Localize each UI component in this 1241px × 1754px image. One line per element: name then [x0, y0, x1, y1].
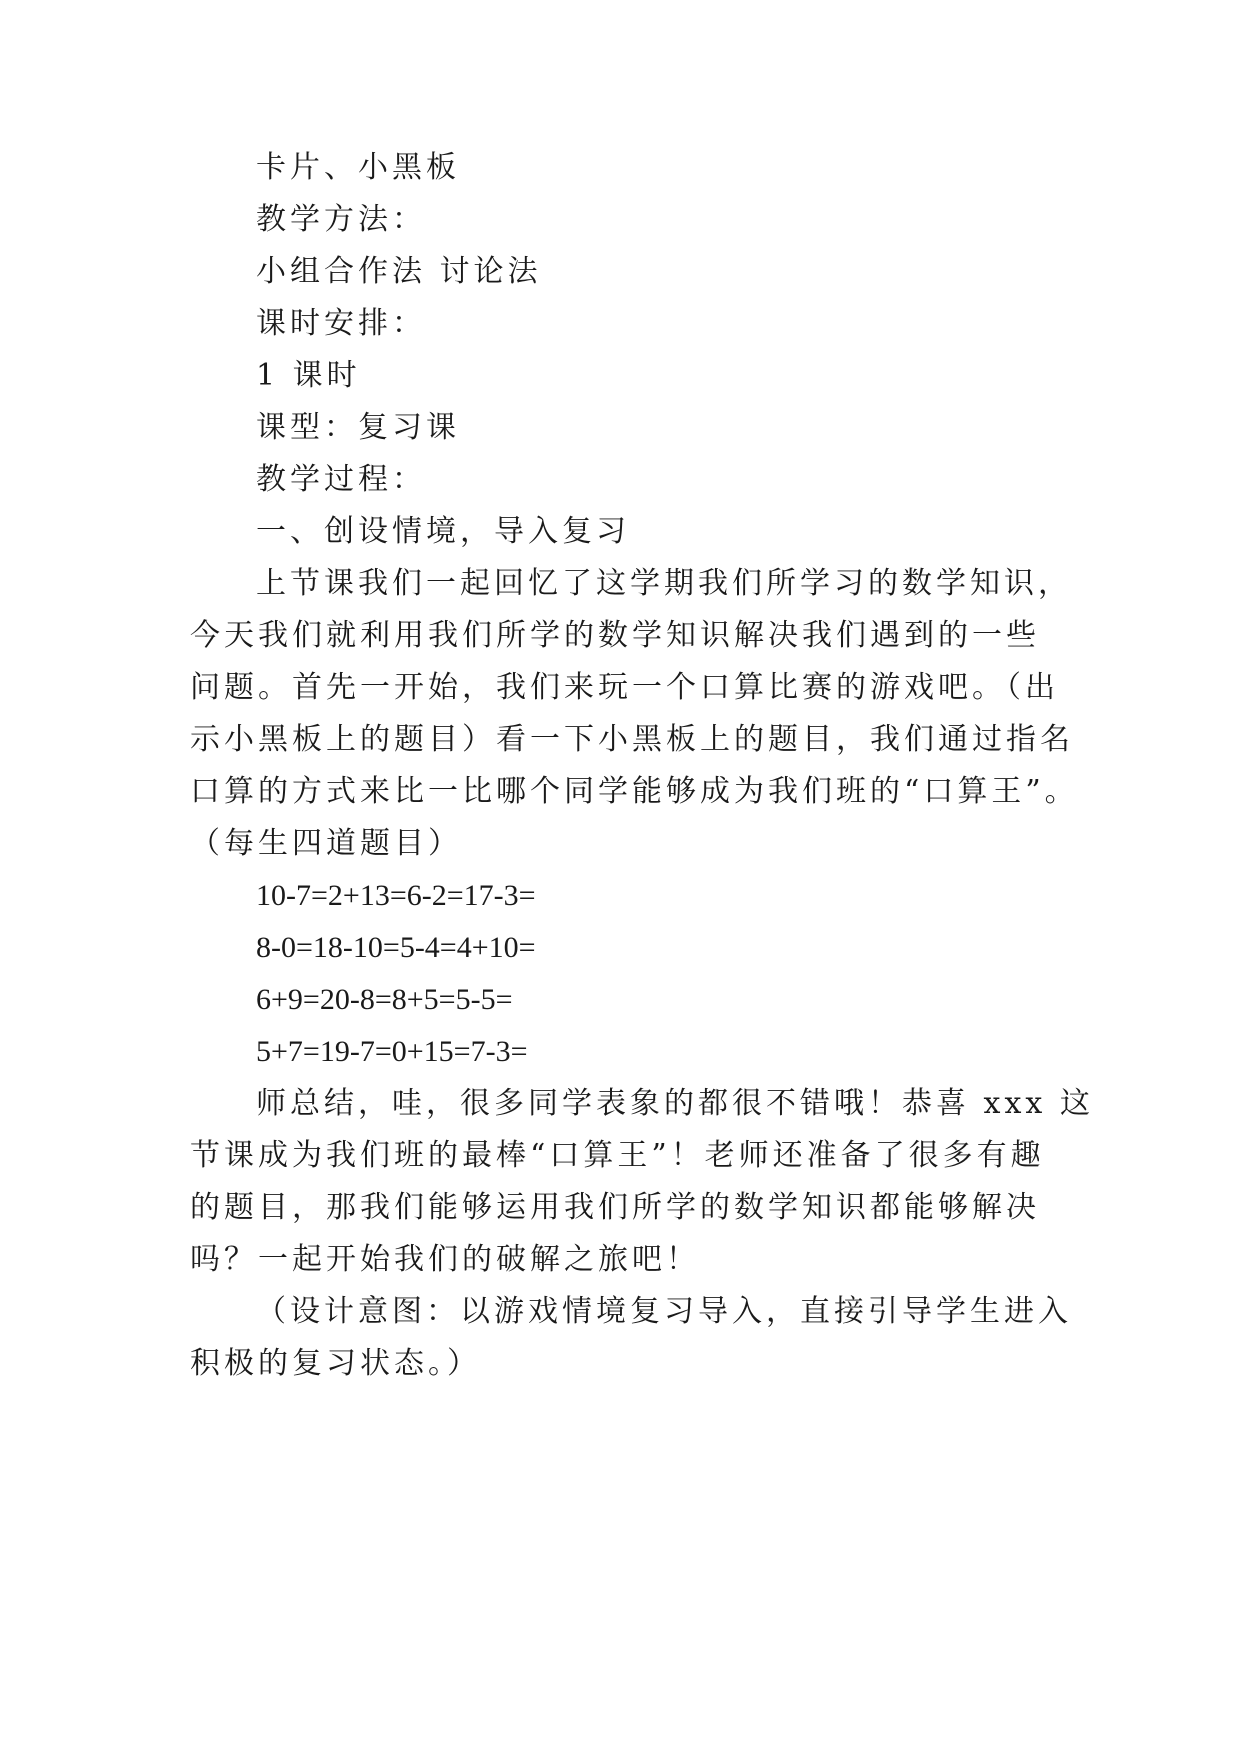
materials-line: 卡片、小黑板 [256, 150, 460, 185]
summary-paragraph-line: 节课成为我们班的最棒“口算王”！老师还准备了很多有趣 [190, 1138, 1045, 1173]
summary-paragraph-line: 的题目，那我们能够运用我们所学的数学知识都能够解决 [190, 1190, 1040, 1225]
design-intent-line: （设计意图：以游戏情境复习导入，直接引导学生进入 [256, 1294, 1072, 1329]
teaching-method-value: 小组合作法 讨论法 [256, 254, 542, 289]
intro-paragraph-line: 示小黑板上的题目）看一下小黑板上的题目，我们通过指名 [190, 722, 1074, 757]
section-one-heading: 一、创设情境，导入复习 [256, 514, 630, 549]
intro-paragraph-line: 上节课我们一起回忆了这学期我们所学习的数学知识， [256, 566, 1072, 601]
math-problems-row: 8-0=18-10=5-4=4+10= [256, 931, 536, 964]
summary-paragraph-line: 吗？一起开始我们的破解之旅吧！ [190, 1242, 700, 1277]
lesson-type-line: 课型：复习课 [256, 410, 460, 445]
summary-paragraph-line: 师总结，哇，很多同学表象的都很不错哦！恭喜 xxx 这 [256, 1086, 1094, 1121]
design-intent-line: 积极的复习状态。） [190, 1346, 481, 1381]
math-problems-row: 5+7=19-7=0+15=7-3= [256, 1035, 528, 1068]
intro-paragraph-line: （每生四道题目） [190, 826, 462, 861]
intro-paragraph-line: 问题。首先一开始，我们来玩一个口算比赛的游戏吧。（出 [190, 670, 1059, 705]
math-problems-row: 6+9=20-8=8+5=5-5= [256, 983, 513, 1016]
process-heading: 教学过程： [256, 462, 426, 497]
schedule-heading: 课时安排： [256, 306, 426, 341]
intro-paragraph-line: 口算的方式来比一比哪个同学能够成为我们班的“口算王”。 [190, 774, 1079, 809]
teaching-method-heading: 教学方法： [256, 202, 426, 237]
schedule-value: 1 课时 [256, 358, 361, 393]
math-problems-row: 10-7=2+13=6-2=17-3= [256, 879, 536, 912]
intro-paragraph-line: 今天我们就利用我们所学的数学知识解决我们遇到的一些 [190, 618, 1040, 653]
